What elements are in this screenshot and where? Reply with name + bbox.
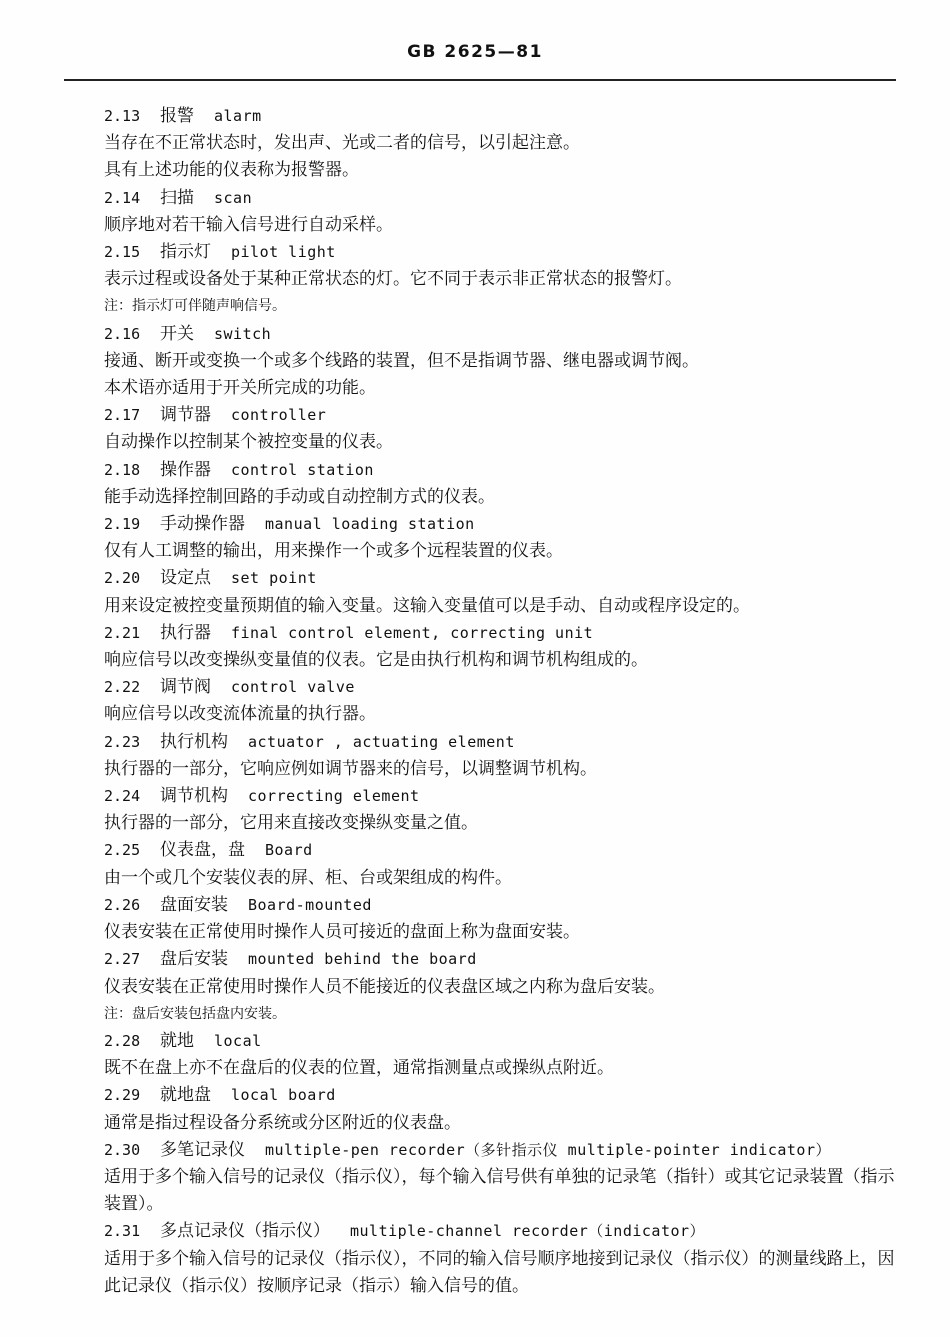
term-definition: 通常是指过程设备分系统或分区附近的仪表盘。	[104, 1112, 461, 1133]
term-definition: 接通、断开或变换一个或多个线路的装置，但不是指调节器、继电器或调节阀。	[104, 350, 699, 371]
term-heading	[0, 783, 950, 810]
term-number: 2.22	[104, 678, 141, 697]
term-heading	[0, 1218, 950, 1245]
term-english: multiple-pen recorder（多针指示仪 multiple-pointer indicator）	[265, 1140, 831, 1159]
term-number: 2.19	[104, 515, 141, 534]
term-definition: 执行器的一部分，它响应例如调节器来的信号，以调整调节机构。	[104, 758, 597, 779]
term-heading	[0, 1082, 950, 1109]
term-english: controller	[231, 406, 327, 425]
term-definition: 具有上述功能的仪表称为报警器。	[104, 160, 359, 181]
term-heading	[0, 239, 950, 266]
term-definition: 仪表安装在正常使用时操作人员不能接近的仪表盘区域之内称为盘后安装。	[104, 976, 665, 997]
term-heading	[0, 402, 950, 429]
term-chinese: 设定点	[160, 568, 211, 589]
term-heading	[0, 565, 950, 592]
term-number: 2.15	[104, 243, 141, 262]
term-heading	[0, 892, 950, 919]
term-definition: 执行器的一部分，它用来直接改变操纵变量之值。	[104, 813, 478, 834]
term-definition: 仅有人工调整的输出，用来操作一个或多个远程装置的仪表。	[104, 541, 563, 562]
term-number: 2.26	[104, 895, 141, 914]
term-definition: 适用于多个输入信号的记录仪（指示仪），不同的输入信号顺序地接到记录仪（指示仪）的测量线路上，因此记录仪（指示仪）按顺序记录（指示）输入信号的值。	[104, 1248, 895, 1296]
term-heading	[0, 620, 950, 647]
term-english: set point	[231, 569, 317, 588]
term-chinese: 多笔记录仪	[160, 1139, 245, 1160]
term-chinese: 执行机构	[160, 731, 228, 752]
term-number: 2.28	[104, 1031, 141, 1050]
term-definition: 响应信号以改变操纵变量值的仪表。它是由执行机构和调节机构组成的。	[104, 650, 648, 671]
term-english: control station	[231, 460, 374, 479]
term-definition: 用来设定被控变量预期值的输入变量。这输入变量值可以是手动、自动或程序设定的。	[104, 595, 750, 616]
term-english: Board	[265, 841, 313, 860]
term-heading	[0, 946, 950, 973]
term-note: 注：指示灯可伴随声响信号。	[104, 298, 286, 315]
document-body	[0, 103, 950, 1300]
term-english: pilot light	[231, 243, 336, 262]
header-rule	[64, 79, 896, 81]
term-english: switch	[214, 324, 272, 343]
term-chinese: 就地盘	[160, 1085, 211, 1106]
term-chinese: 多点记录仪（指示仪）	[160, 1221, 330, 1242]
term-english: actuator , actuating element	[248, 732, 515, 751]
term-definition: 适用于多个输入信号的记录仪（指示仪），每个输入信号供有单独的记录笔（指针）或其它记录装置（指示装置）。	[104, 1166, 895, 1215]
term-number: 2.23	[104, 732, 141, 751]
term-number: 2.27	[104, 950, 141, 969]
term-heading	[0, 185, 950, 212]
term-heading	[0, 674, 950, 701]
term-number: 2.13	[104, 107, 141, 125]
term-number: 2.14	[104, 188, 141, 207]
term-chinese: 调节阀	[160, 677, 211, 698]
term-number: 2.24	[104, 787, 141, 806]
term-number: 2.29	[104, 1086, 141, 1105]
term-heading	[0, 837, 950, 864]
term-heading	[0, 1137, 950, 1164]
term-definition: 由一个或几个安装仪表的屏、柜、台或架组成的构件。	[104, 867, 512, 888]
term-chinese: 调节器	[160, 405, 211, 426]
term-chinese: 盘面安装	[160, 894, 228, 915]
term-english: scan	[214, 188, 253, 207]
term-heading	[0, 457, 950, 484]
term-note: 注：盘后安装包括盘内安装。	[104, 1005, 286, 1022]
term-chinese: 指示灯	[160, 242, 211, 263]
term-chinese: 就地	[160, 1030, 194, 1051]
term-chinese: 仪表盘，盘	[160, 840, 245, 861]
term-heading	[0, 511, 950, 538]
term-english: local	[214, 1031, 262, 1050]
term-definition: 能手动选择控制回路的手动或自动控制方式的仪表。	[104, 486, 495, 507]
term-definition: 本术语亦适用于开关所完成的功能。	[104, 378, 376, 399]
term-chinese: 执行器	[160, 622, 211, 643]
term-chinese: 扫描	[160, 187, 194, 208]
term-chinese: 报警	[160, 106, 194, 126]
term-english: control valve	[231, 678, 355, 697]
term-number: 2.21	[104, 623, 141, 642]
term-english: final control element, correcting unit	[231, 623, 594, 642]
term-number: 2.30	[104, 1140, 141, 1159]
term-english: alarm	[214, 107, 262, 125]
term-english: correcting element	[248, 787, 420, 806]
term-definition: 自动操作以控制某个被控变量的仪表。	[104, 432, 393, 453]
term-definition: 表示过程或设备处于某种正常状态的灯。它不同于表示非正常状态的报警灯。	[104, 269, 682, 290]
term-english: manual loading station	[265, 515, 475, 534]
term-number: 2.18	[104, 460, 141, 479]
term-definition: 当存在不正常状态时，发出声、光或二者的信号，以引起注意。	[104, 133, 580, 154]
term-english: mounted behind the board	[248, 950, 477, 969]
term-chinese: 调节机构	[160, 786, 228, 807]
term-heading	[0, 103, 950, 130]
term-definition: 响应信号以改变流体流量的执行器。	[104, 704, 376, 725]
term-english: Board-mounted	[248, 895, 372, 914]
term-heading	[0, 1028, 950, 1055]
term-chinese: 开关	[160, 323, 194, 344]
term-heading	[0, 321, 950, 348]
term-chinese: 手动操作器	[160, 514, 245, 535]
term-chinese: 操作器	[160, 459, 211, 480]
term-number: 2.31	[104, 1222, 141, 1241]
page-header: GB 2625—81	[407, 42, 543, 62]
term-heading	[0, 729, 950, 756]
term-number: 2.25	[104, 841, 141, 860]
term-definition: 仪表安装在正常使用时操作人员可接近的盘面上称为盘面安装。	[104, 922, 580, 943]
term-definition: 既不在盘上亦不在盘后的仪表的位置，通常指测量点或操纵点附近。	[104, 1058, 614, 1079]
term-number: 2.20	[104, 569, 141, 588]
term-chinese: 盘后安装	[160, 949, 228, 970]
term-number: 2.16	[104, 324, 141, 343]
term-english: multiple-channel recorder（indicator）	[350, 1222, 706, 1241]
term-number: 2.17	[104, 406, 141, 425]
term-english: local board	[231, 1086, 336, 1105]
term-definition: 顺序地对若干输入信号进行自动采样。	[104, 214, 393, 235]
